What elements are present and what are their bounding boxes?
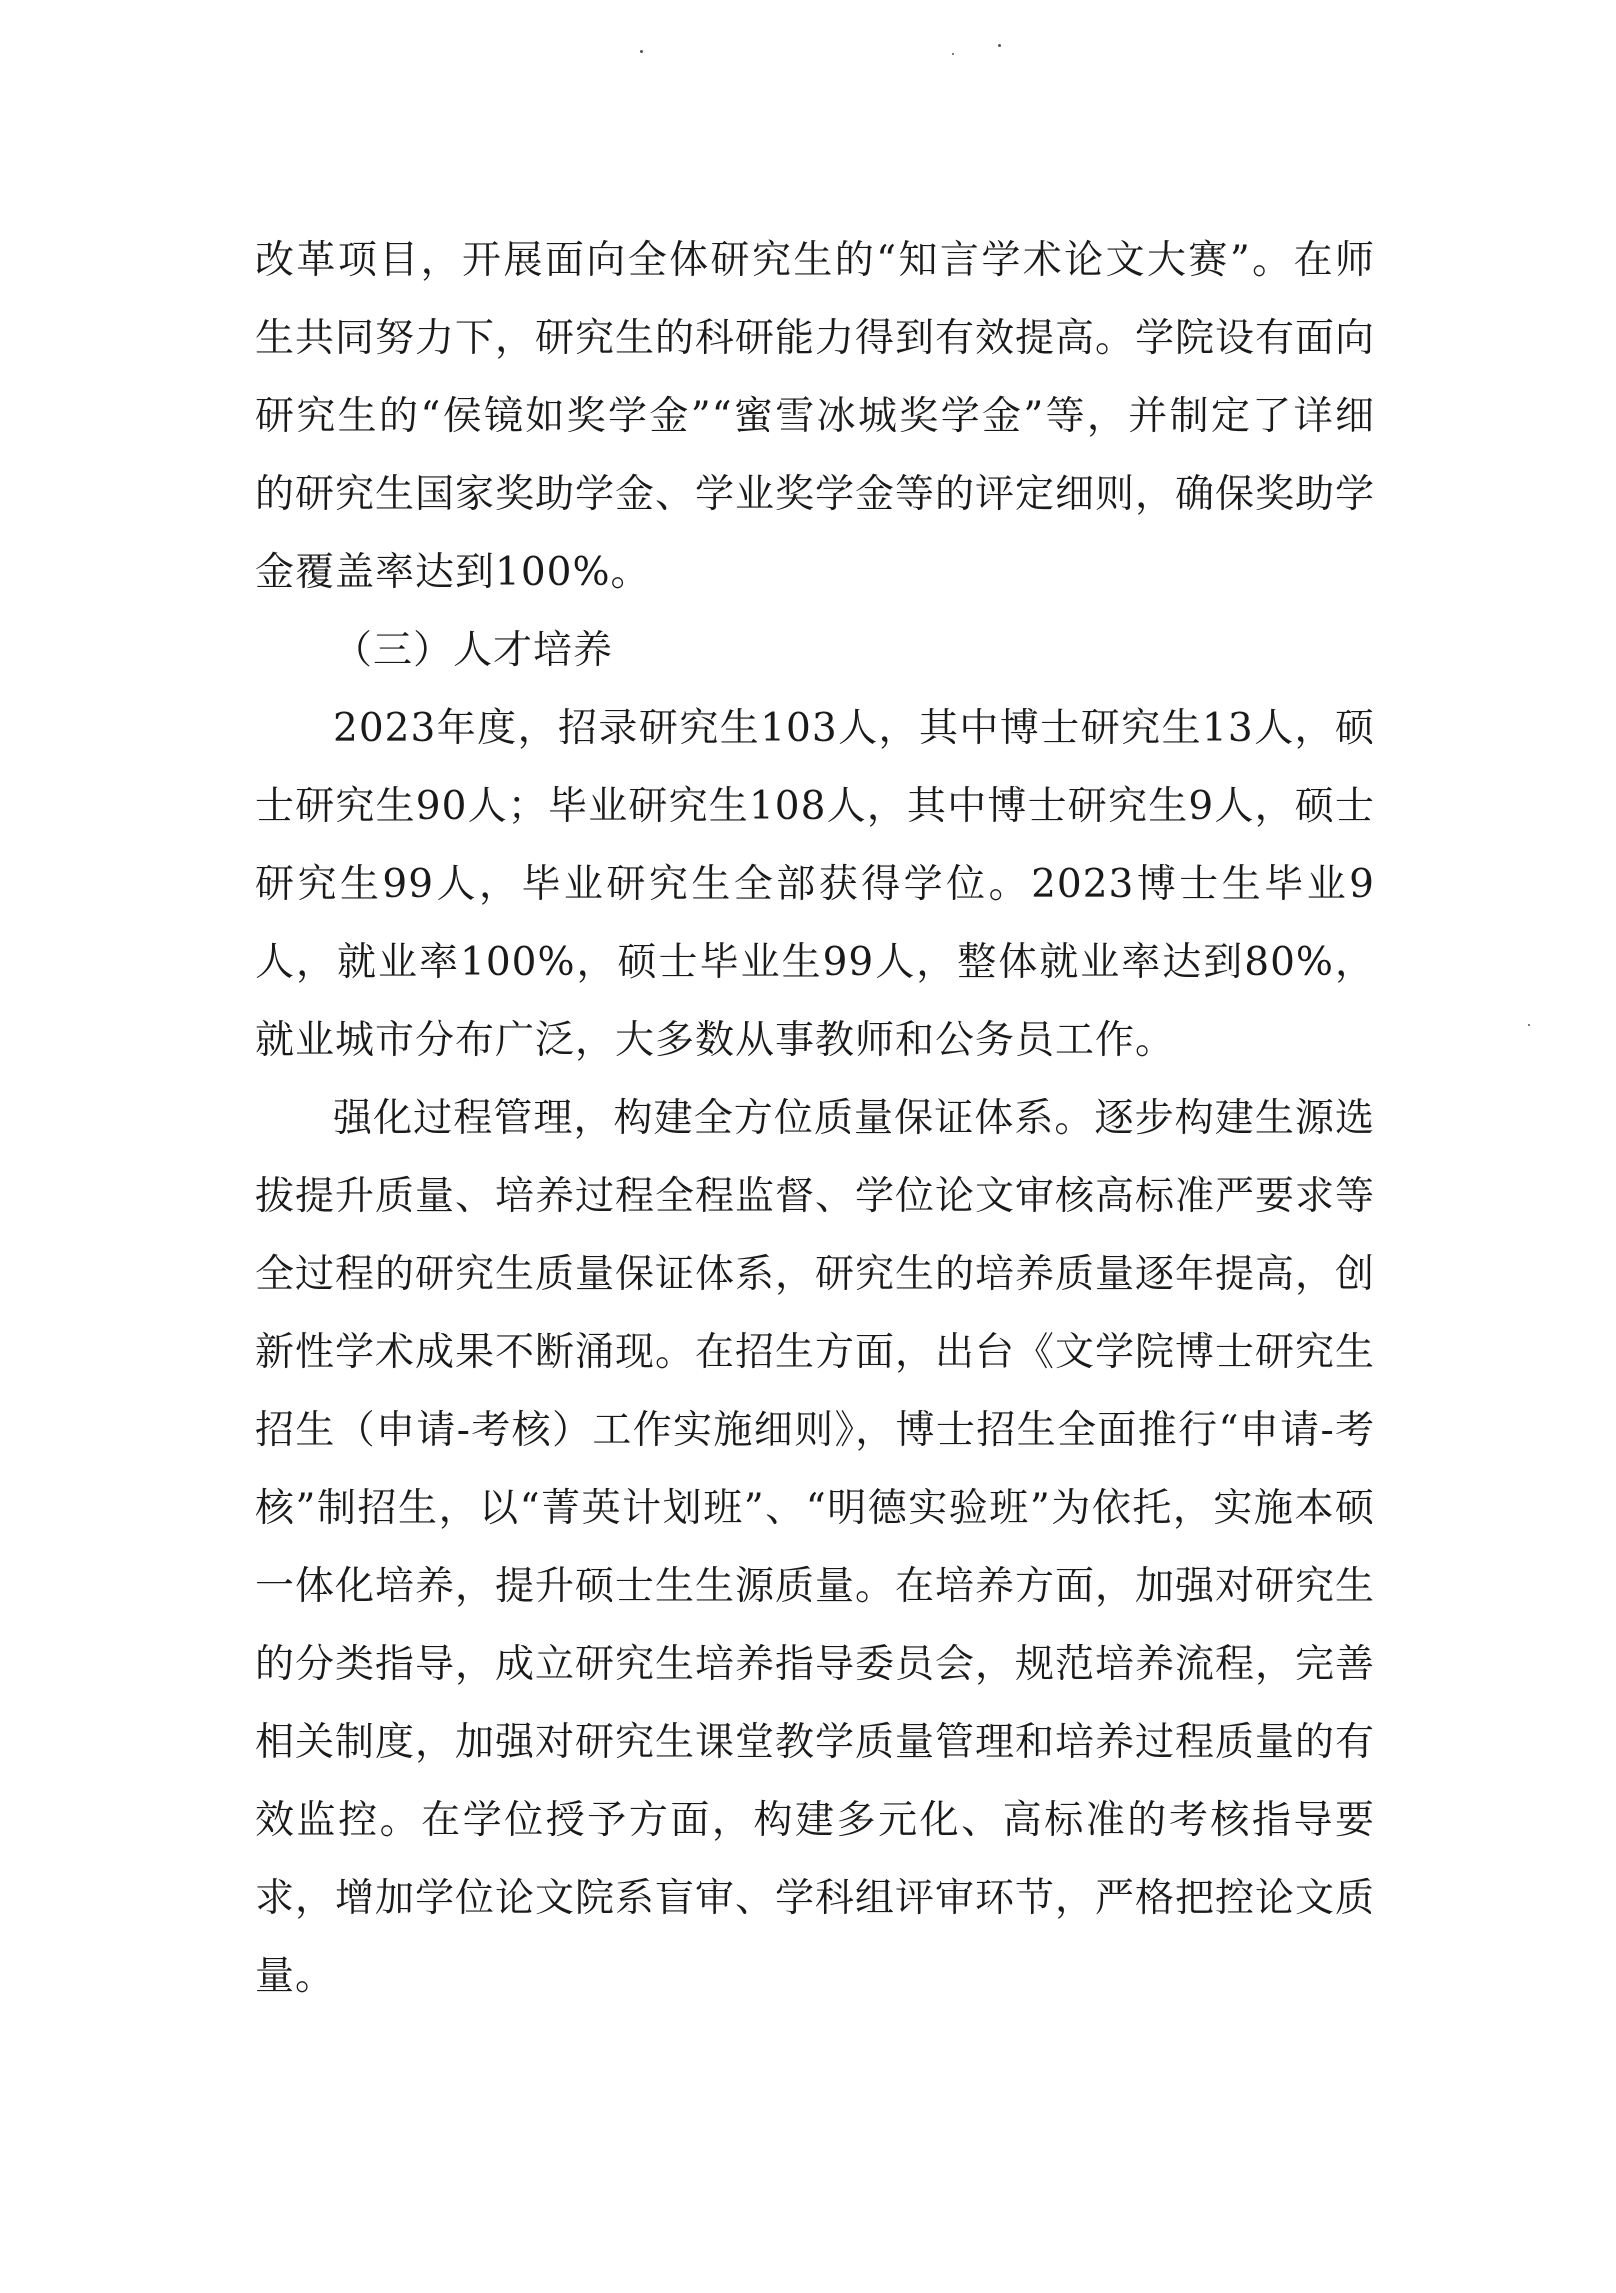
scan-speck <box>952 53 954 55</box>
section-heading: （三）人才培养 <box>333 628 614 673</box>
scan-speck <box>998 44 1001 47</box>
document-body <box>255 222 1375 2016</box>
scan-speck <box>640 50 643 53</box>
paragraph-enrollment: 2023年度，招录研究生103人，其中博士研究生13人，硕士研究生90人；毕业研究生108人，其中博士研究生9人，硕士研究生99人，毕业研究生全部获得学位。2023博士生毕业9人，就业率100%，硕士毕业生99人，整体就业率达到80%，就业城市分布广泛，大多数从事教师和公务员工作。 <box>255 706 1375 1063</box>
paragraph-quality: 强化过程管理，构建全方位质量保证体系。逐步构建生源选拔提升质量、培养过程全程监督、学位论文审核高标准严要求等全过程的研究生质量保证体系，研究生的培养质量逐年提高，创新性学术成果不断涌现。在招生方面，出台《文学院博士研究生招生（申请-考核）工作实施细则》，博士招生全面推行“申请-考核”制招生，以“菁英计划班”、“明德实验班”为依托，实施本硕一体化培养，提升硕士生生源质量。在培养方面，加强对研究生的分类指导，成立研究生培养指导委员会，规范培养流程，完善相关制度，加强对研究生课堂教学质量管理和培养过程质量的有效监控。在学位授予方面，构建多元化、高标准的考核指导要求，增加学位论文院系盲审、学科组评审环节，严格把控论文质量。 <box>255 1096 1376 1999</box>
paragraph-continued: 改革项目，开展面向全体研究生的“知言学术论文大赛”。在师生共同努力下，研究生的科研能力得到有效提高。学院设有面向研究生的“侯镜如奖学金”“蜜雪冰城奖学金”等，并制定了详细的研究生国家奖助学金、学业奖学金等的评定细则，确保奖助学金覆盖率达到100%。 <box>255 238 1376 595</box>
scan-speck <box>1528 1024 1530 1026</box>
